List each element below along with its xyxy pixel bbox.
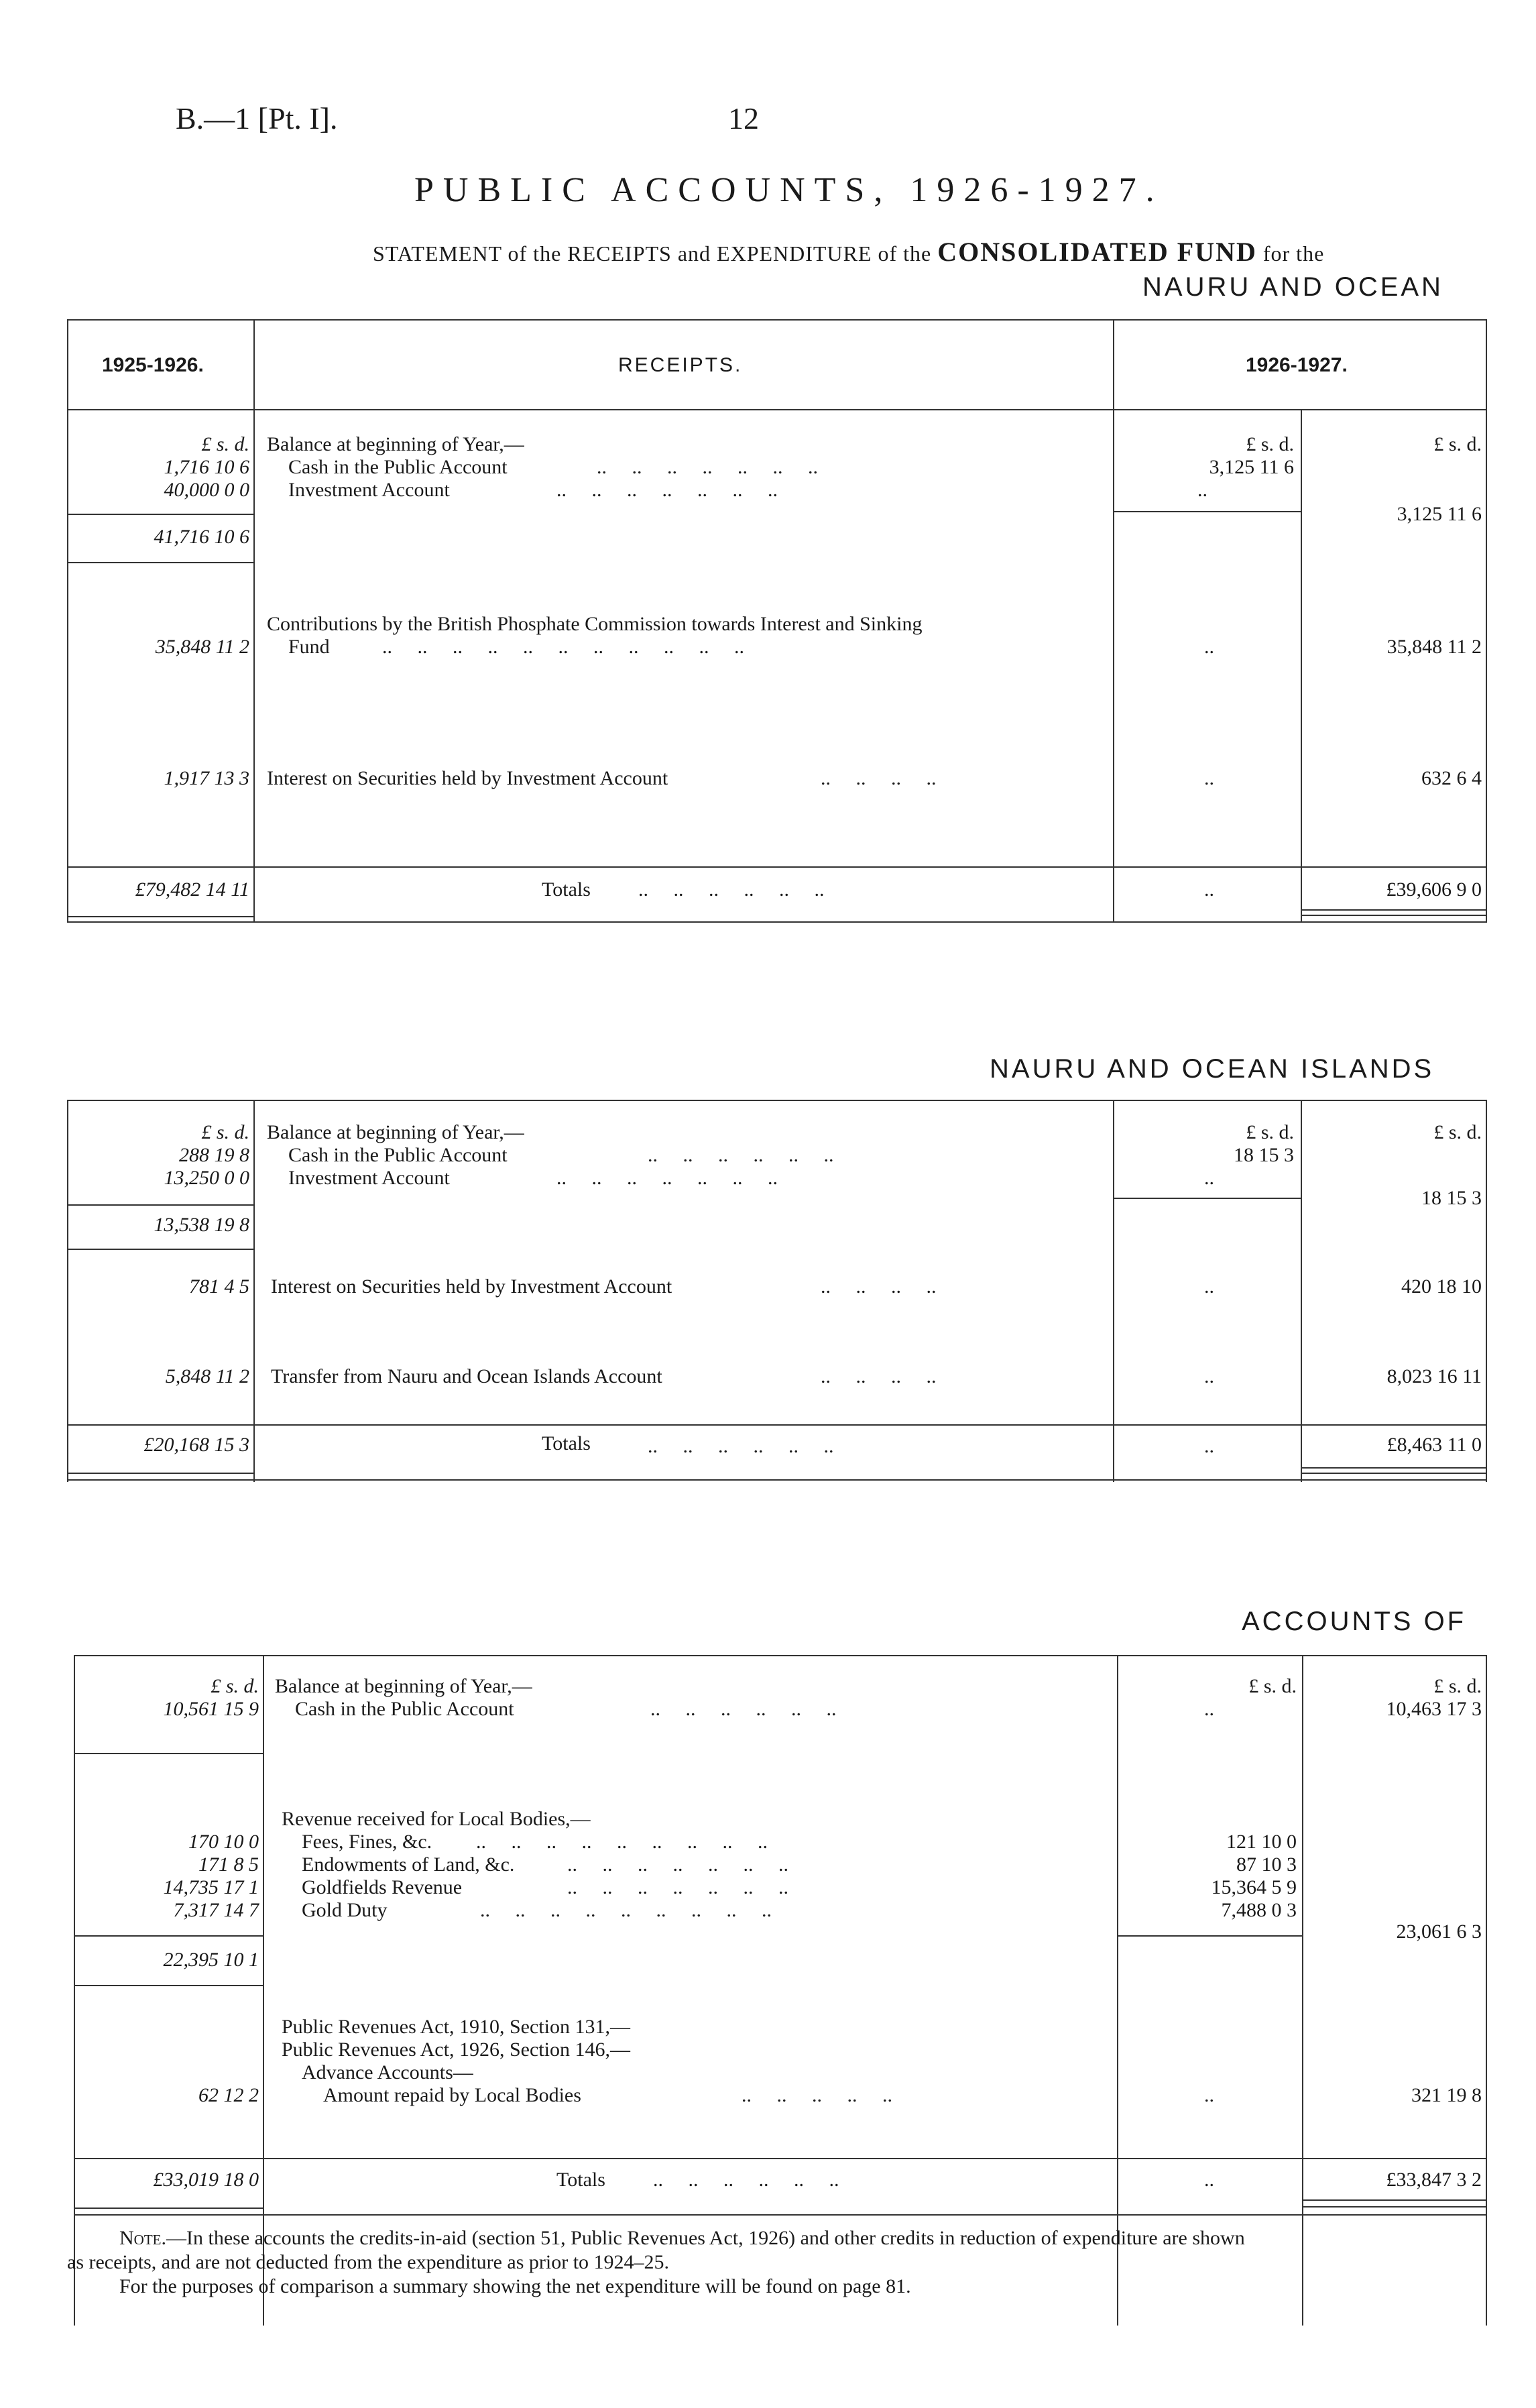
unit-header-mid: £ s. d. (1246, 433, 1294, 455)
cash-prev: 10,561 15 9 (163, 1698, 259, 1720)
cash-label: Cash in the Public Account (288, 1144, 508, 1166)
note-line3: For the purposes of comparison a summary showing the net expenditure will be found on page 81. (119, 2275, 911, 2297)
balance-label: Balance at beginning of Year,— (267, 433, 524, 455)
invest-label: Investment Account (288, 1167, 450, 1189)
transfer-right: 8,023 16 11 (1386, 1365, 1482, 1387)
leader-dots: .. .. .. .. (821, 1365, 937, 1387)
subtotal-prev: 22,395 10 1 (163, 1949, 259, 1971)
transfer-mid: .. (1204, 1365, 1214, 1387)
statement-heading (373, 236, 1324, 268)
transfer-label: Transfer from Nauru and Ocean Islands Account (271, 1365, 662, 1387)
invest-mid: .. (1197, 479, 1207, 501)
statement-suffix: for the (1262, 241, 1325, 266)
note-text-1: —In these accounts the credits-in-aid (section 51, Public Revenues Act, 1926) and other credits in reduction of expenditure are shown (166, 2227, 1245, 2249)
repaid-prev: 62 12 2 (198, 2084, 259, 2106)
totals-prev: £33,019 18 0 (153, 2169, 259, 2191)
col-header-prev-year: 1925-1926. (102, 354, 204, 376)
leader-dots: .. .. .. .. .. .. .. (597, 456, 818, 478)
gold-duty-label: Gold Duty (302, 1899, 388, 1921)
leader-dots: .. .. .. .. .. .. .. (556, 1167, 778, 1189)
interest-mid: .. (1204, 767, 1214, 789)
leader-dots: .. .. .. .. (821, 1275, 937, 1298)
leader-dots: .. .. .. .. .. .. .. .. .. (480, 1899, 772, 1921)
col-header-receipts: RECEIPTS. (618, 354, 743, 376)
interest-label: Interest on Securities held by Investment Account (271, 1275, 672, 1298)
repaid-label: Amount repaid by Local Bodies (323, 2084, 581, 2106)
repaid-mid: .. (1204, 2084, 1214, 2106)
col-header-curr-year: 1926-1927. (1246, 354, 1348, 376)
totals-prev: £79,482 14 11 (135, 878, 249, 901)
contrib-prev: 35,848 11 2 (155, 636, 249, 658)
note-lead: Note. (119, 2227, 166, 2249)
goldfields-label: Goldfields Revenue (302, 1876, 463, 1898)
pra-1926-label: Public Revenues Act, 1926, Section 146,— (282, 2039, 630, 2061)
cash-right: 10,463 17 3 (1386, 1698, 1482, 1720)
repaid-right: 321 19 8 (1411, 2084, 1482, 2106)
leader-dots: .. .. .. .. .. .. (653, 2169, 839, 2191)
invest-label: Investment Account (288, 479, 450, 501)
leader-dots: .. .. .. .. .. (742, 2084, 892, 2106)
interest-prev: 781 4 5 (189, 1275, 249, 1298)
unit-header-prev: £ s. d. (201, 433, 249, 455)
balance-label: Balance at beginning of Year,— (267, 1121, 524, 1143)
unit-header-mid: £ s. d. (1246, 1121, 1294, 1143)
note-line1 (119, 2226, 1245, 2250)
unit-header-prev: £ s. d. (211, 1675, 259, 1697)
revenue-right: 23,061 6 3 (1396, 1920, 1482, 1943)
cash-prev: 1,716 10 6 (164, 456, 249, 478)
contrib-label-line2: Fund (288, 636, 330, 658)
totals-label: Totals (542, 878, 591, 901)
cash-mid: 18 15 3 (1234, 1144, 1294, 1166)
endowments-label: Endowments of Land, &c. (302, 1853, 515, 1876)
pra-1910-label: Public Revenues Act, 1910, Section 131,— (282, 2016, 630, 2038)
cash-mid: 3,125 11 6 (1209, 456, 1294, 478)
interest-right: 632 6 4 (1421, 767, 1482, 789)
unit-header-mid: £ s. d. (1248, 1675, 1297, 1697)
leader-dots: .. .. .. .. .. .. (650, 1698, 837, 1720)
interest-right: 420 18 10 (1401, 1275, 1482, 1298)
leader-dots: .. .. .. .. .. .. .. .. .. .. .. (382, 636, 744, 658)
leader-dots: .. .. .. .. .. .. .. (567, 1876, 788, 1898)
contrib-mid: .. (1204, 636, 1214, 658)
totals-right: £39,606 9 0 (1386, 878, 1482, 901)
leader-dots: .. .. .. .. .. .. (648, 1435, 834, 1457)
totals-mid: .. (1204, 2169, 1214, 2191)
interest-label: Interest on Securities held by Investment Account (267, 767, 668, 789)
invest-prev: 40,000 0 0 (164, 479, 249, 501)
interest-prev: 1,917 13 3 (164, 767, 249, 789)
cash-prev: 288 19 8 (179, 1144, 249, 1166)
fees-prev: 170 10 0 (188, 1831, 259, 1853)
balance-right: 18 15 3 (1421, 1187, 1482, 1209)
subtotal-prev: 13,538 19 8 (154, 1214, 249, 1236)
section1-region-title: NAURU AND OCEAN (1142, 272, 1443, 302)
leader-dots: .. .. .. .. .. .. (638, 878, 825, 901)
totals-mid: .. (1204, 1435, 1214, 1457)
unit-header-right: £ s. d. (1433, 1675, 1482, 1697)
unit-header-prev: £ s. d. (201, 1121, 249, 1143)
totals-right: £8,463 11 0 (1386, 1434, 1482, 1456)
document-reference: B.—1 [Pt. I]. (176, 101, 338, 135)
cash-label: Cash in the Public Account (288, 456, 508, 478)
page-title: PUBLIC ACCOUNTS, 1926-1927. (414, 171, 1164, 209)
advance-accounts-label: Advance Accounts— (302, 2061, 473, 2083)
cash-label: Cash in the Public Account (295, 1698, 514, 1720)
totals-label: Totals (542, 1432, 591, 1454)
totals-prev: £20,168 15 3 (143, 1434, 249, 1456)
endowments-mid: 87 10 3 (1236, 1853, 1297, 1876)
goldfields-mid: 15,364 5 9 (1211, 1876, 1297, 1898)
fund-name: CONSOLIDATED FUND (937, 237, 1257, 267)
section2-region-title: NAURU AND OCEAN ISLANDS (990, 1054, 1435, 1084)
unit-header-right: £ s. d. (1433, 1121, 1482, 1143)
unit-header-right: £ s. d. (1433, 433, 1482, 455)
page-number: 12 (728, 101, 759, 135)
totals-label: Totals (556, 2169, 605, 2191)
leader-dots: .. .. .. .. .. .. .. .. .. (476, 1831, 768, 1853)
leader-dots: .. .. .. .. (821, 767, 937, 789)
endowments-prev: 171 8 5 (198, 1853, 259, 1876)
fees-mid: 121 10 0 (1226, 1831, 1297, 1853)
totals-right: £33,847 3 2 (1386, 2169, 1482, 2191)
gold-duty-prev: 7,317 14 7 (173, 1899, 259, 1921)
leader-dots: .. .. .. .. .. .. (648, 1144, 834, 1166)
fees-label: Fees, Fines, &c. (302, 1831, 432, 1853)
leader-dots: .. .. .. .. .. .. .. (556, 479, 778, 501)
goldfields-prev: 14,735 17 1 (163, 1876, 259, 1898)
leader-dots: .. .. .. .. .. .. .. (567, 1853, 788, 1876)
totals-mid: .. (1204, 878, 1214, 901)
subtotal-prev: 41,716 10 6 (154, 526, 249, 548)
invest-mid: .. (1204, 1167, 1214, 1189)
invest-prev: 13,250 0 0 (164, 1167, 249, 1189)
interest-mid: .. (1204, 1275, 1214, 1298)
cash-mid: .. (1204, 1698, 1214, 1720)
section3-region-title: ACCOUNTS OF (1242, 1607, 1467, 1636)
transfer-prev: 5,848 11 2 (165, 1365, 249, 1387)
statement-prefix: STATEMENT of the RECEIPTS and EXPENDITURE of the (373, 241, 932, 266)
gold-duty-mid: 7,488 0 3 (1221, 1899, 1297, 1921)
note-line2: as receipts, and are not deducted from the expenditure as prior to 1924–25. (67, 2251, 670, 2273)
balance-right: 3,125 11 6 (1397, 503, 1482, 525)
revenue-label: Revenue received for Local Bodies,— (282, 1808, 591, 1830)
contrib-right: 35,848 11 2 (1386, 636, 1482, 658)
contrib-label-line1: Contributions by the British Phosphate Commission towards Interest and Sinking (267, 613, 923, 635)
balance-label: Balance at beginning of Year,— (275, 1675, 532, 1697)
